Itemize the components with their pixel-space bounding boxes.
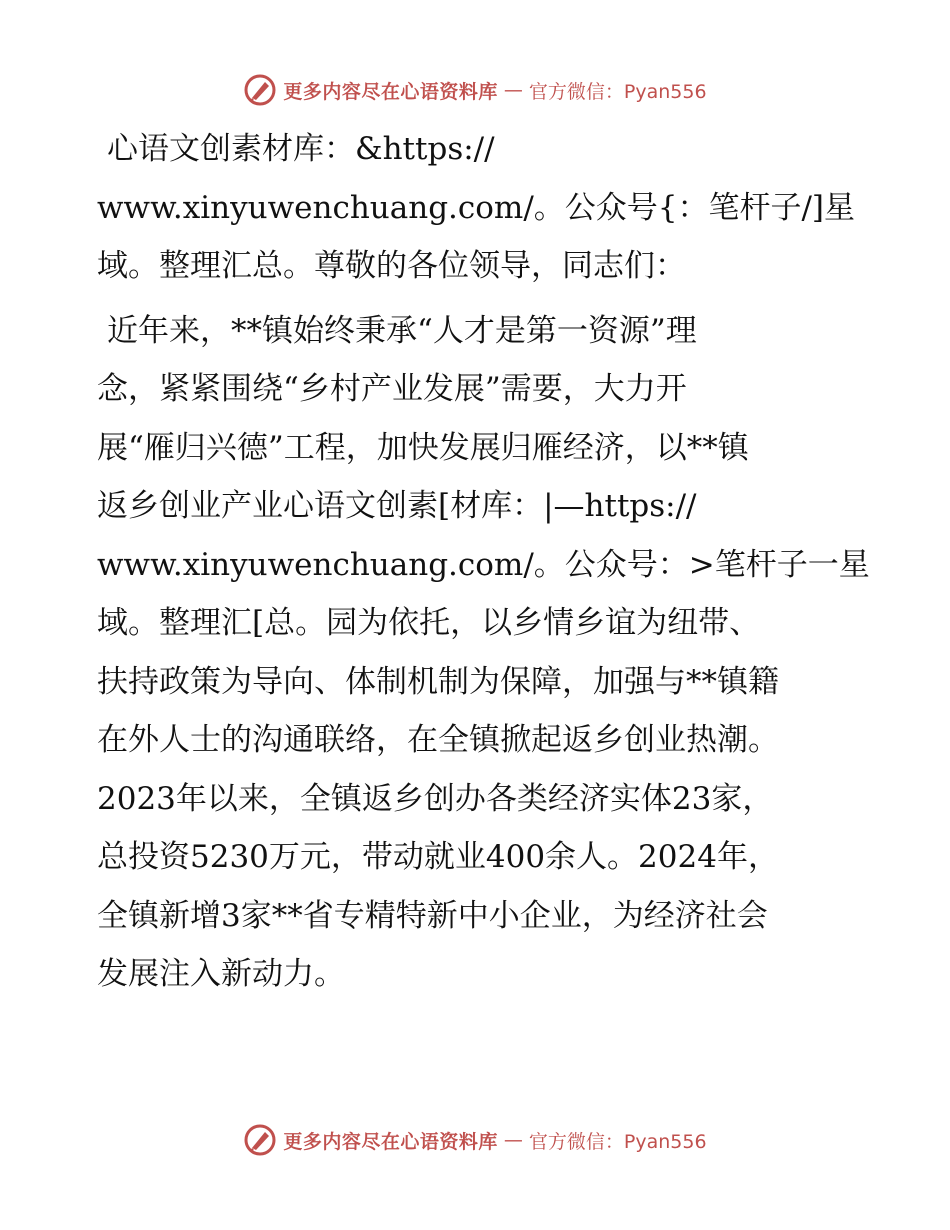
text-line: 域。整理汇总。尊敬的各位领导，同志们： (97, 248, 686, 284)
text-line: 返乡创业产业心语文创素[材库：|—https:// (97, 488, 697, 524)
text-line: 域。整理汇[总。园为依托，以乡情乡谊为纽带、 (97, 605, 761, 641)
footer-promo-text: 更多内容尽在心语资料库 (283, 1130, 498, 1153)
text-line: 展“雁归兴德”工程，加快发展归雁经济，以**镇 (97, 429, 749, 466)
paragraph-greeting (97, 120, 857, 296)
footer-wechat-text: 官方微信：Pyan556 (528, 1130, 707, 1153)
header-dash: — (503, 79, 523, 101)
paragraph-main (97, 302, 870, 1004)
text-line: 心语文创素材库：&https:// (107, 131, 495, 167)
header-wechat-text: 官方微信：Pyan556 (528, 80, 707, 103)
footer-banner (0, 1120, 950, 1160)
header-banner (0, 70, 950, 110)
text-line: www.xinyuwenchuang.com/。公众号：>笔杆子一星 (97, 546, 870, 583)
text-line: www.xinyuwenchuang.com/。公众号{：笔杆子/]星 (97, 189, 856, 226)
text-line: 全镇新增3家**省专精特新中小企业，为经济社会 (97, 897, 768, 934)
text-line: 发展注入新动力。 (97, 956, 345, 992)
header-promo-text: 更多内容尽在心语资料库 (283, 80, 498, 103)
pen-logo-icon (243, 73, 277, 107)
document-body (97, 120, 870, 1004)
text-line: 扶持政策为导向、体制机制为保障，加强与**镇籍 (97, 663, 779, 700)
text-line: 近年来，**镇始终秉承“人才是第一资源”理 (107, 312, 697, 349)
pen-logo-icon (243, 1123, 277, 1157)
text-line: 在外人士的沟通联络，在全镇掀起返乡创业热潮。 (97, 722, 779, 758)
footer-dash: — (503, 1129, 523, 1151)
text-line: 念，紧紧围绕“乡村产业发展”需要，大力开 (97, 371, 687, 407)
text-line: 总投资5230万元，带动就业400余人。2024年， (97, 839, 779, 875)
text-line: 2023年以来，全镇返乡创办各类经济实体23家， (97, 780, 774, 817)
